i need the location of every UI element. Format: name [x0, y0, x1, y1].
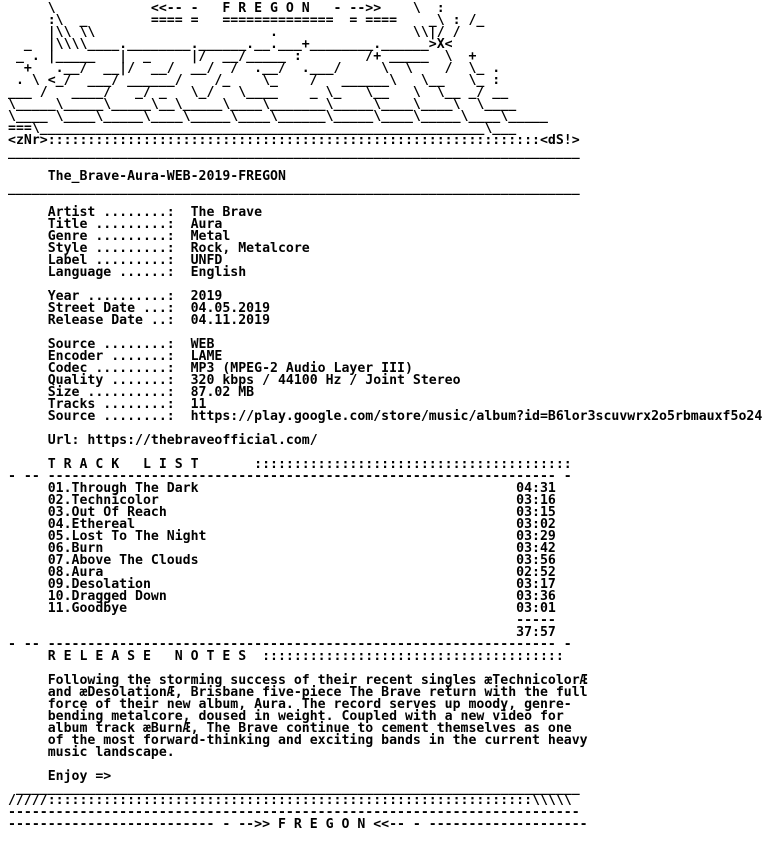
- nfo-line: . \ <_/ ___/ ______/ /_ \_ / ______\ \__ \_ :: [8, 73, 501, 88]
- nfo-line: -------------------------- - -->> F R E G O N <<-- - --------------------: [8, 817, 588, 832]
- nfo-line: 09.Desolation 03:17: [8, 577, 556, 592]
- nfo-line: _ . |_____ | _ |/ __/_____ : /+ _____ \ +: [8, 49, 477, 64]
- nfo-line: Codec .........: MP3 (MPEG-2 Audio Layer III): [8, 361, 413, 376]
- nfo-line: album track æBurnÆ, The Brave continue to cement themselves as one: [8, 721, 572, 736]
- nfo-line: Enjoy =>: [8, 769, 112, 784]
- nfo-line: 11.Goodbye 03:01: [8, 601, 556, 616]
- nfo-line: 03.Out Of Reach 03:15: [8, 505, 556, 520]
- nfo-line: <zNr>::::::::::::::::::::::::::::::::::::::::::::::::::::::::::::::<dS!>: [8, 133, 580, 148]
- nfo-line: Artist ........: The Brave: [8, 205, 263, 220]
- nfo-line: _ |\\\\____.________.______.__.___+________.______>X<: [8, 37, 453, 52]
- nfo-line: Year ..........: 2019: [8, 289, 223, 304]
- nfo-line: ___ / ____/ _/ _ \_/ \____ _ \_ \__ \ \__ _/ __: [8, 85, 509, 100]
- nfo-line: 01.Through The Dark 04:31: [8, 481, 556, 496]
- nfo-line: Release Date ..: 04.11.2019: [8, 313, 271, 328]
- nfo-line: Source ........: WEB: [8, 337, 215, 352]
- nfo-line: - -- ---------------------------------------------------------------- -: [8, 637, 572, 652]
- nfo-line: 37:57: [8, 625, 556, 640]
- nfo-line: :\ _ ==== = ============== = ==== _\ : /_: [8, 13, 485, 28]
- nfo-line: T R A C K L I S T ::::::::::::::::::::::::::::::::::::::::: [8, 457, 572, 472]
- nfo-line: ________________________________________________________________________: [8, 145, 580, 160]
- nfo-line: Title .........: Aura: [8, 217, 223, 232]
- nfo-line: and æDesolationÆ, Brisbane five-piece The Brave return with the full: [8, 685, 588, 700]
- nfo-line: \____ \____\_____\____\_____\____\______\_____\____\_____\____\_____: [8, 109, 548, 124]
- nfo-line: \ <<-- - F R E G O N - -->> \ :: [8, 1, 445, 16]
- nfo-line: bending metalcore, doused in weight. Coupled with a new video for: [8, 709, 564, 724]
- nfo-line: force of their new album, Aura. The record serves up moody, genre-: [8, 697, 572, 712]
- nfo-line: Label .........: UNFD: [8, 253, 223, 268]
- nfo-line: The_Brave-Aura-WEB-2019-FREGON: [8, 169, 286, 184]
- nfo-line: Size ..........: 87.02 MB: [8, 385, 255, 400]
- nfo-line: music landscape.: [8, 745, 175, 760]
- nfo-line: Language ......: English: [8, 265, 247, 280]
- nfo-line: 07.Above The Clouds 03:56: [8, 553, 556, 568]
- nfo-line: |\\ \\ . \\|/ /: [8, 25, 461, 40]
- nfo-line: Genre .........: Metal: [8, 229, 231, 244]
- nfo-line: Tracks ........: 11: [8, 397, 207, 412]
- nfo-line: ________________________________________________________________________: [8, 181, 580, 196]
- nfo-line: 10.Dragged Down 03:36: [8, 589, 556, 604]
- nfo-line: /////:::::::::::::::::::::::::::::::::::::::::::::::::::::::::::::\\\\\: [8, 793, 572, 808]
- nfo-line: of the most forward-thinking and exciting bands in the current heavy: [8, 733, 588, 748]
- nfo-line: 04.Ethereal 03:02: [8, 517, 556, 532]
- nfo-line: [8, 759, 784, 771]
- nfo-line: ------------------------------------------------------------------------: [8, 805, 580, 820]
- nfo-line: - -- ---------------------------------------------------------------- -: [8, 469, 572, 484]
- nfo-line: -----: [8, 613, 556, 628]
- nfo-line: Quality .......: 320 kbps / 44100 Hz / Joint Stereo: [8, 373, 461, 388]
- nfo-line: 06.Burn 03:42: [8, 541, 556, 556]
- nfo-line: 08.Aura 02:52: [8, 565, 556, 580]
- nfo-line: 05.Lost To The Night 03:29: [8, 529, 556, 544]
- nfo-line: Style .........: Rock, Metalcore: [8, 241, 310, 256]
- nfo-line: Street Date ...: 04.05.2019: [8, 301, 271, 316]
- nfo-line: \_____\_____\_____\__\_____\____\_______\_____\____\____\ \____: [8, 97, 517, 112]
- nfo-line: Url: https://thebraveofficial.com/: [8, 433, 318, 448]
- nfo-line: Source ........: https://play.google.com/store/music/album?id=B6lor3scuvwrx2o5rbmauxf5o24: [8, 409, 763, 424]
- nfo-line: Following the storming success of their recent singles æTechnicolorÆ: [8, 673, 588, 688]
- nfo-line: Encoder .......: LAME: [8, 349, 223, 364]
- nfo-line: 02.Technicolor 03:16: [8, 493, 556, 508]
- nfo-line: _______________________________________________________________________: [8, 781, 580, 796]
- nfo-line: R E L E A S E N O T E S ::::::::::::::::::::::::::::::::::::::: [8, 649, 564, 664]
- nfo-line: + .__/ __|/ __/ __/ / .__/ .___/ \ \ / \_ .: [8, 61, 501, 76]
- nfo-line: ===\________________________________________________________\___: [8, 121, 517, 136]
